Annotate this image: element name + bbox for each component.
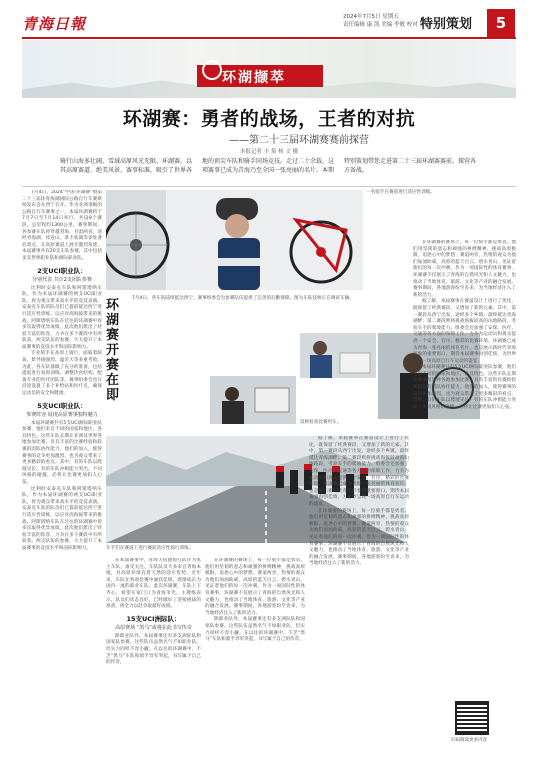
newspaper-logo: 青海日報 xyxy=(22,15,87,33)
paragraph: 比利时安泰克车队和阿斯塔纳车队，作为本届环湖赛的两支UCI职业队，将为观众带来高水平的竞技表演。安泰克车队的队员们已提前抵达西宁进行适应性训练，以应对高海拔带来的挑战。阿斯塔纳车队在过往的环湖赛中曾多次取得优异成绩，此次他们派出了经验丰富的阵容，力争在多个赛段中有所斩获。两支队伍的参赛，大大提升了本届赛事的竞技水平和国际影响力。 xyxy=(22,486,102,551)
intro-paragraph: 骑行山海多壮阔，雪域高原风光无限。环湖赛，以其高原赛道、绝美风景、赛事标准，吸引了世界各地的顶尖车队和骑手同场竞技。走过二十余载，这项赛事已成为青海乃至全国一张亮丽的名片。本期特别策划带您走进第二十三届环湖赛赛前，探营各方备战。 xyxy=(60,158,477,174)
banner-title: 环湖撷萃 xyxy=(222,70,286,86)
section-subheading: 高原赛场 “黑马”或将在此书写传奇 xyxy=(115,624,192,631)
vertical-title: 环湖赛开赛在即 xyxy=(106,298,120,403)
section-heading: 5支UCI职业队： xyxy=(37,401,87,410)
section-heading: 15支UCI洲际队： xyxy=(126,614,181,623)
section-title: 特别策划 xyxy=(420,17,473,32)
qr-code[interactable] xyxy=(455,701,489,735)
paragraph: 本届环湖赛共有5支UCI洲际职业队参赛，他们来自不同的国家和地区，各具特色。这些车队长期在亚洲及世界各地参加比赛，具有丰富的比赛经验和较强的团队协作能力。他们的加入，使得赛事的竞争更加激烈，也为观众带来了更多精彩的看点。其中，有的车队以爬坡见长，有的车队冲刺能力突出，不同风格的碰撞，必将让比赛更加扣人心弦。 xyxy=(22,420,102,485)
section-heading: 2支UCI职业队： xyxy=(37,266,87,275)
photo-caption: 7月4日，各车队陆续抵达西宁。赛事组委会为参赛队伍提供了完善的后勤保障。图为车队技师正在调试车辆。 xyxy=(132,296,354,301)
office-illustration xyxy=(210,376,296,424)
qr-caption: 扫码阅读更多内容 xyxy=(451,738,487,743)
photo-caption: 一名骑手在赛前进行适应性训练。 xyxy=(366,190,435,195)
middle-column-3 xyxy=(309,436,409,760)
cyclist-photo xyxy=(106,190,363,290)
middle-column-1 xyxy=(106,558,201,760)
cyclist-illustration xyxy=(106,190,363,290)
cyclist-icon xyxy=(202,60,222,80)
team-photo xyxy=(300,333,376,378)
paragraph: 在本届赛事中，青海天佑德骑行队作为本土车队，备受关注。车队队员大多来自青海本地，对高原环境有着天然的适应优势。近年来，车队在各项比赛中屡获佳绩，逐渐成长为国内一流的职业车队。此次环湖赛，车队上下齐心，希望在家门口为青海争光。主教练表示，队员们状态良好，已经做好了迎接挑战的准备，将全力以赴争取最好成绩。 xyxy=(106,558,201,610)
team-illustration xyxy=(300,333,376,378)
section-subheading: 参赛阵容 展现高原赛事独特魅力 xyxy=(26,411,98,418)
section-subheading: 分别代表 共计2支团队参赛 xyxy=(32,276,92,283)
paragraph: 在环湖赛的赛场上，每一位骑手都是勇者。他们用坚韧的意志和顽强的拼搏精神，挑战高原极限，追逐心中的梦想。赛道两旁，热情的观众为他们加油助威，高原的蓝天白云、碧水青山，见证着他们的每一次冲刺。作为一项国际性的体育赛事，环湖赛不仅展示了青海的自然风光和人文魅力，也推动了当地体育、旅游、文化等产业的融合发展。赛事期间，各地游客纷至沓来，为当地经济注入了新的活力。 xyxy=(205,558,305,616)
right-column xyxy=(413,240,516,695)
paragraph: 本届环湖赛共有5支UCI洲际职业队参赛，他们来自不同的国家和地区，各具特色。这些车队长期在亚洲及世界各地参加比赛，具有丰富的比赛经验和较强的团队协作能力。他们的加入，使得赛事的竞争更加激烈，也为观众带来了更多精彩的看点。其中，有的车队以爬坡见长，有的车队冲刺能力突出，不同风格的碰撞，必将让比赛更加扣人心弦。 xyxy=(413,365,516,410)
middle-column-2 xyxy=(205,558,305,760)
photo-caption: 技师检查比赛用车。 xyxy=(300,420,342,425)
office-photo xyxy=(210,376,296,424)
issue-info xyxy=(343,13,431,29)
column-banner xyxy=(22,40,516,98)
paragraph: 在环湖赛的赛场上，每一位骑手都是勇者。他们用坚韧的意志和顽强的拼搏精神，挑战高原极限，追逐心中的梦想。赛道两旁，热情的观众为他们加油助威，高原的蓝天白云、碧水青山，见证着他们的每一次冲刺。作为一项国际性的体育赛事，环湖赛不仅展示了青海的自然风光和人文魅力，也推动了当地体育、旅游、文化等产业的融合发展。赛事期间，各地游客纷至沓来，为当地经济注入了新的活力。 xyxy=(309,508,409,567)
headline: 环湖赛：勇者的战场，王者的对抗 xyxy=(122,108,416,130)
left-column xyxy=(22,190,102,760)
paragraph: 7月4日，2024“中国·环湖赛”暨第二十三届环青海湖国际公路自行车赛新闻发布会在西宁召开。作为亚洲顶级的公路自行车赛事之一，本届环湖赛将于7月7日至7月14日举行，共设8个赛段，总里程约1300公里。赛事期间，各参赛车队将穿越青海、甘肃两省，途经青海湖、祁连山、茶卡盐湖等多处著名景点，在高原赛道上展开激烈角逐。本届赛事共有20支车队参赛，其中包括多支世界职业队和洲际职业队。 xyxy=(22,190,102,261)
editor-credits: 责任编辑 康 凯 美编 李敏 校对 王涛 xyxy=(343,22,431,28)
intro-divider xyxy=(22,186,516,187)
paragraph: 专业骑手在高原上骑行，面临着缺氧、紫外线强烈、温差大等多重考验。为此，各车队都做了充分的准备，包括提前进行高原训练、调整饮食结构、配备专业的医疗团队等。赛事组委会也在沿途设置了多个补给站和医疗点，确保运动员的安全和健康。 xyxy=(22,351,102,397)
paragraph: 在环湖赛的赛场上，每一位骑手都是勇者。他们用坚韧的意志和顽强的拼搏精神，挑战高原极限，追逐心中的梦想。赛道两旁，热情的观众为他们加油助威，高原的蓝天白云、碧水青山，见证着他们的每一次冲刺。作为一项国际性的体育赛事，环湖赛不仅展示了青海的自然风光和人文魅力，也推动了当地体育、旅游、文化等产业的融合发展。赛事期间，各地游客纷至沓来，为当地经济注入了新的活力。 xyxy=(413,240,516,298)
paragraph: 除职业队外，本届赛事还有多支洲际队和国家队参赛。这些队伍虽然名气不如职业队，但实力同样不容小觑。在以往的环湖赛中，不乏“黑马”车队和骑手异军突起，书写属于自己的传奇。 xyxy=(205,617,305,643)
photo-caption: 车手们在赛道上进行赛前适应性骑行训练。 xyxy=(106,546,194,551)
paragraph: 据了解，本届赛事在赛道设计上进行了优化，既保留了经典赛段，又增加了新的元素。其中，第一赛段从西宁出发，途经多个乡镇，最终抵达青海湖畔；第二赛段则将挑战海拔较高的山地路段，考验车手的爬坡能力。组委会还加强了安保、医疗、交通等各方面的保障工作，力争为运动员和观众提供一个安全、有序、精彩的比赛环境。环湖赛已成为青海一张亮丽的体育名片，也是展示新时代青海形象的重要窗口。期待本届赛事再创佳绩，为世界呈现一场高原自行车运动的盛宴。 xyxy=(413,299,516,364)
page-number: 5 xyxy=(487,9,515,37)
paragraph: 据了解，本届赛事在赛道设计上进行了优化，既保留了经典赛段，又增加了新的元素。其中，第一赛段从西宁出发，途经多个乡镇，最终抵达青海湖畔；第二赛段则将挑战海拔较高的山地路段，考验车手的爬坡能力。组委会还加强了安保、医疗、交通等各方面的保障工作，力争为运动员和观众提供一个安全、有序、精彩的比赛环境。环湖赛已成为青海一张亮丽的体育名片，也是展示新时代青海形象的重要窗口。期待本届赛事再创佳绩，为世界呈现一场高原自行车运动的盛宴。 xyxy=(309,436,409,507)
issue-date: 2024年7月5日 星期五 xyxy=(343,14,399,20)
paragraph: 比利时安泰克车队和阿斯塔纳车队，作为本届环湖赛的两支UCI职业队，将为观众带来高水平的竞技表演。安泰克车队的队员们已提前抵达西宁进行适应性训练，以应对高海拔带来的挑战。阿斯塔纳车队在过往的环湖赛中曾多次取得优异成绩，此次他们派出了经验丰富的阵容，力争在多个赛段中有所斩获。两支队伍的参赛，大大提升了本届赛事的竞技水平和国际影响力。 xyxy=(22,285,102,350)
header-rule xyxy=(22,37,516,39)
byline: 本报记者 丰 菊 杨 文 摄 xyxy=(239,149,299,155)
subheadline: ——第二十三届环湖赛赛前探营 xyxy=(229,135,369,146)
paragraph: 除职业队外，本届赛事还有多支洲际队和国家队参赛。这些队伍虽然名气不如职业队，但实力同样不容小觑。在以往的环湖赛中，不乏“黑马”车队和骑手异军突起，书写属于自己的传奇。 xyxy=(106,633,201,666)
